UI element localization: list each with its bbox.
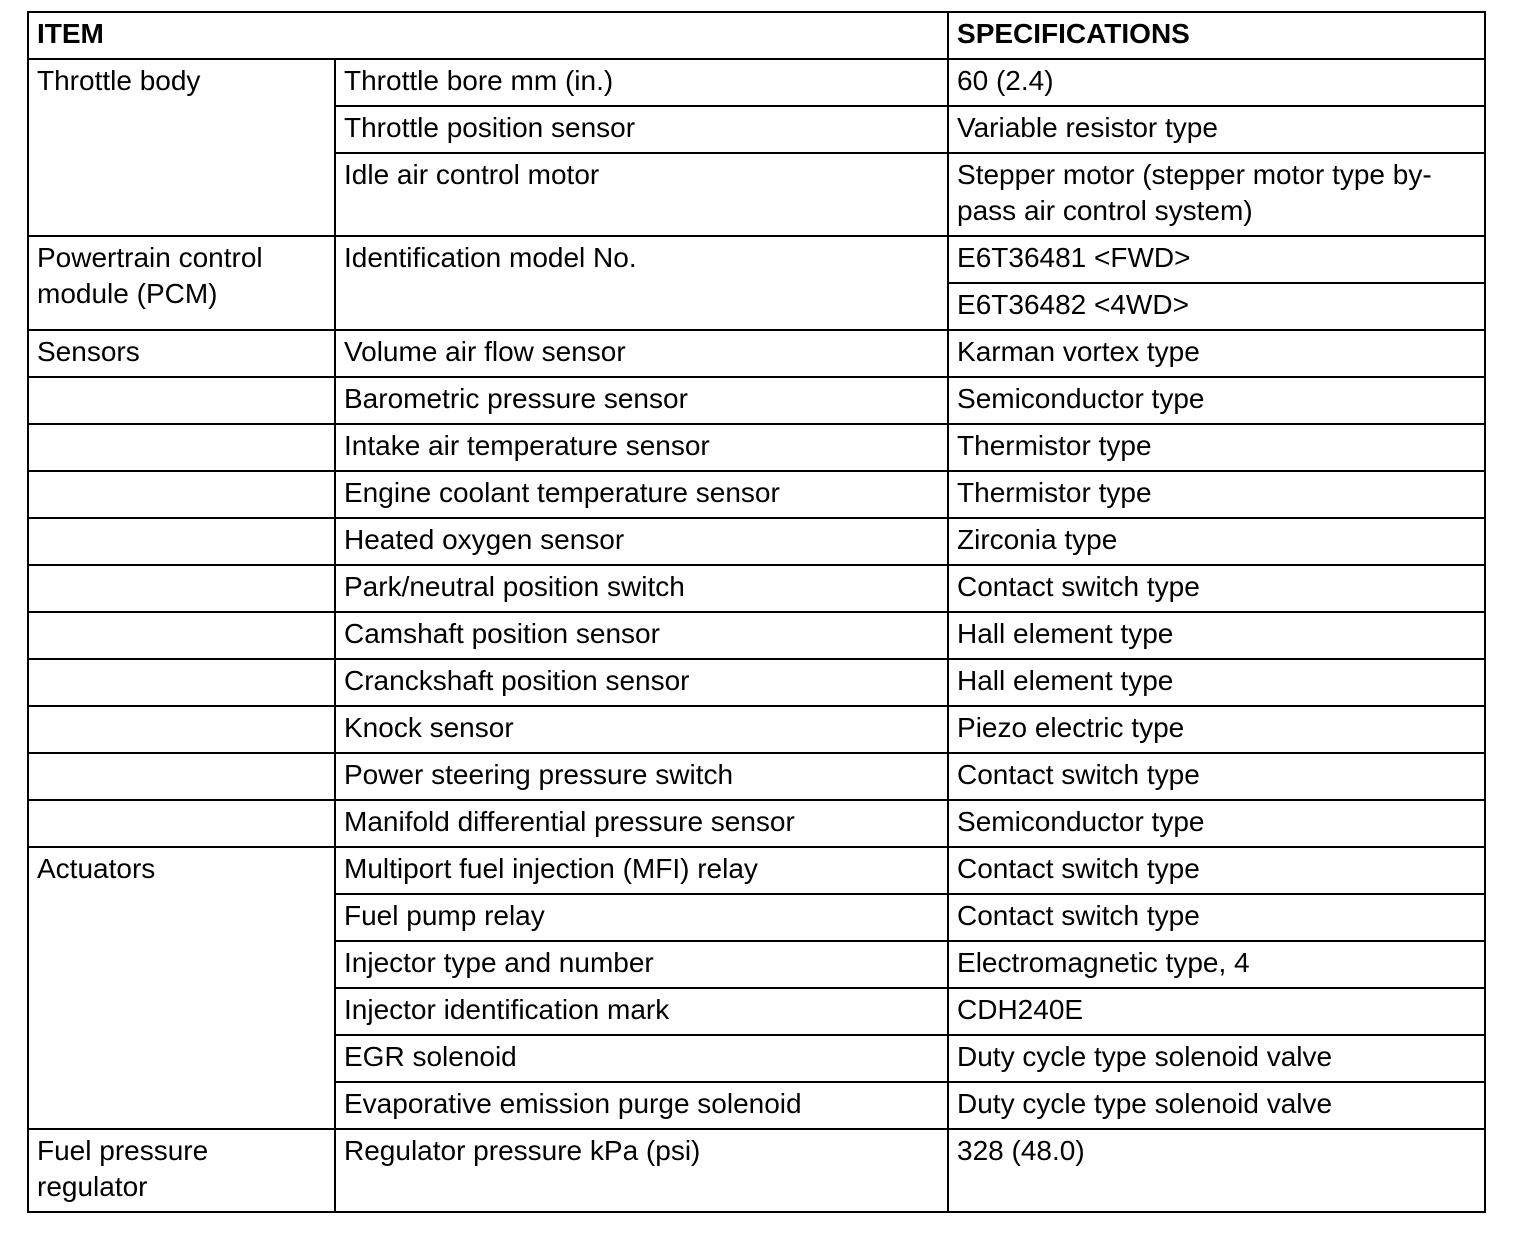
item-spec: Thermistor type xyxy=(948,424,1485,471)
item-spec: Thermistor type xyxy=(948,471,1485,518)
empty-cell xyxy=(28,612,335,659)
item-name: Barometric pressure sensor xyxy=(335,377,948,424)
item-spec: Variable resistor type xyxy=(948,106,1485,153)
item-spec: 60 (2.4) xyxy=(948,59,1485,106)
empty-cell xyxy=(28,518,335,565)
table-row xyxy=(28,330,1485,377)
table-row xyxy=(28,847,1485,894)
table-row xyxy=(28,1129,1485,1212)
item-spec: Contact switch type xyxy=(948,894,1485,941)
item-name: Knock sensor xyxy=(335,706,948,753)
item-name: Injector identification mark xyxy=(335,988,948,1035)
table-row xyxy=(28,377,1485,424)
item-name: Volume air flow sensor xyxy=(335,330,948,377)
item-spec: Duty cycle type solenoid valve xyxy=(948,1082,1485,1129)
item-name: EGR solenoid xyxy=(335,1035,948,1082)
item-name: Multiport fuel injection (MFI) relay xyxy=(335,847,948,894)
group-label-fuel-pressure-regulator: Fuel pressure regulator xyxy=(28,1129,335,1212)
item-name: Identification model No. xyxy=(335,236,948,330)
item-name: Manifold differential pressure sensor xyxy=(335,800,948,847)
empty-cell xyxy=(28,471,335,518)
specifications-table xyxy=(27,11,1486,1213)
item-name: Intake air temperature sensor xyxy=(335,424,948,471)
table-row xyxy=(28,565,1485,612)
item-spec: Zirconia type xyxy=(948,518,1485,565)
header-row xyxy=(28,12,1485,59)
item-name: Injector type and number xyxy=(335,941,948,988)
item-name: Engine coolant temperature sensor xyxy=(335,471,948,518)
empty-cell xyxy=(28,424,335,471)
item-spec: E6T36481 <FWD> xyxy=(948,236,1485,283)
item-spec: Electromagnetic type, 4 xyxy=(948,941,1485,988)
item-spec: Semiconductor type xyxy=(948,800,1485,847)
item-spec: Contact switch type xyxy=(948,753,1485,800)
item-spec: Karman vortex type xyxy=(948,330,1485,377)
table-row xyxy=(28,471,1485,518)
item-name: Throttle bore mm (in.) xyxy=(335,59,948,106)
empty-cell xyxy=(28,565,335,612)
item-spec: Duty cycle type solenoid valve xyxy=(948,1035,1485,1082)
empty-cell xyxy=(28,800,335,847)
table-row xyxy=(28,659,1485,706)
header-specifications: SPECIFICATIONS xyxy=(948,12,1485,59)
item-name: Evaporative emission purge solenoid xyxy=(335,1082,948,1129)
group-label-pcm: Powertrain control module (PCM) xyxy=(28,236,335,330)
table-row xyxy=(28,424,1485,471)
empty-cell xyxy=(28,753,335,800)
item-spec: Contact switch type xyxy=(948,565,1485,612)
item-name: Heated oxygen sensor xyxy=(335,518,948,565)
table-row xyxy=(28,518,1485,565)
item-spec: E6T36482 <4WD> xyxy=(948,283,1485,330)
item-spec: Hall element type xyxy=(948,612,1485,659)
item-spec: 328 (48.0) xyxy=(948,1129,1485,1212)
item-name: Camshaft position sensor xyxy=(335,612,948,659)
item-name: Fuel pump relay xyxy=(335,894,948,941)
group-label-throttle-body: Throttle body xyxy=(28,59,335,236)
item-spec: Hall element type xyxy=(948,659,1485,706)
item-name: Park/neutral position switch xyxy=(335,565,948,612)
header-item: ITEM xyxy=(28,12,948,59)
empty-cell xyxy=(28,377,335,424)
item-spec: Piezo electric type xyxy=(948,706,1485,753)
item-spec: Contact switch type xyxy=(948,847,1485,894)
table-row xyxy=(28,706,1485,753)
item-spec: Stepper motor (stepper motor type by-pass air control system) xyxy=(948,153,1485,236)
item-spec: Semiconductor type xyxy=(948,377,1485,424)
empty-cell xyxy=(28,706,335,753)
item-name: Cranckshaft position sensor xyxy=(335,659,948,706)
group-label-sensors: Sensors xyxy=(28,330,335,377)
table-row xyxy=(28,59,1485,106)
empty-cell xyxy=(28,659,335,706)
item-name: Throttle position sensor xyxy=(335,106,948,153)
table-row xyxy=(28,612,1485,659)
table-row xyxy=(28,236,1485,283)
table-row xyxy=(28,800,1485,847)
item-name: Regulator pressure kPa (psi) xyxy=(335,1129,948,1212)
item-spec: CDH240E xyxy=(948,988,1485,1035)
table-row xyxy=(28,753,1485,800)
item-name: Idle air control motor xyxy=(335,153,948,236)
item-name: Power steering pressure switch xyxy=(335,753,948,800)
group-label-actuators: Actuators xyxy=(28,847,335,1129)
